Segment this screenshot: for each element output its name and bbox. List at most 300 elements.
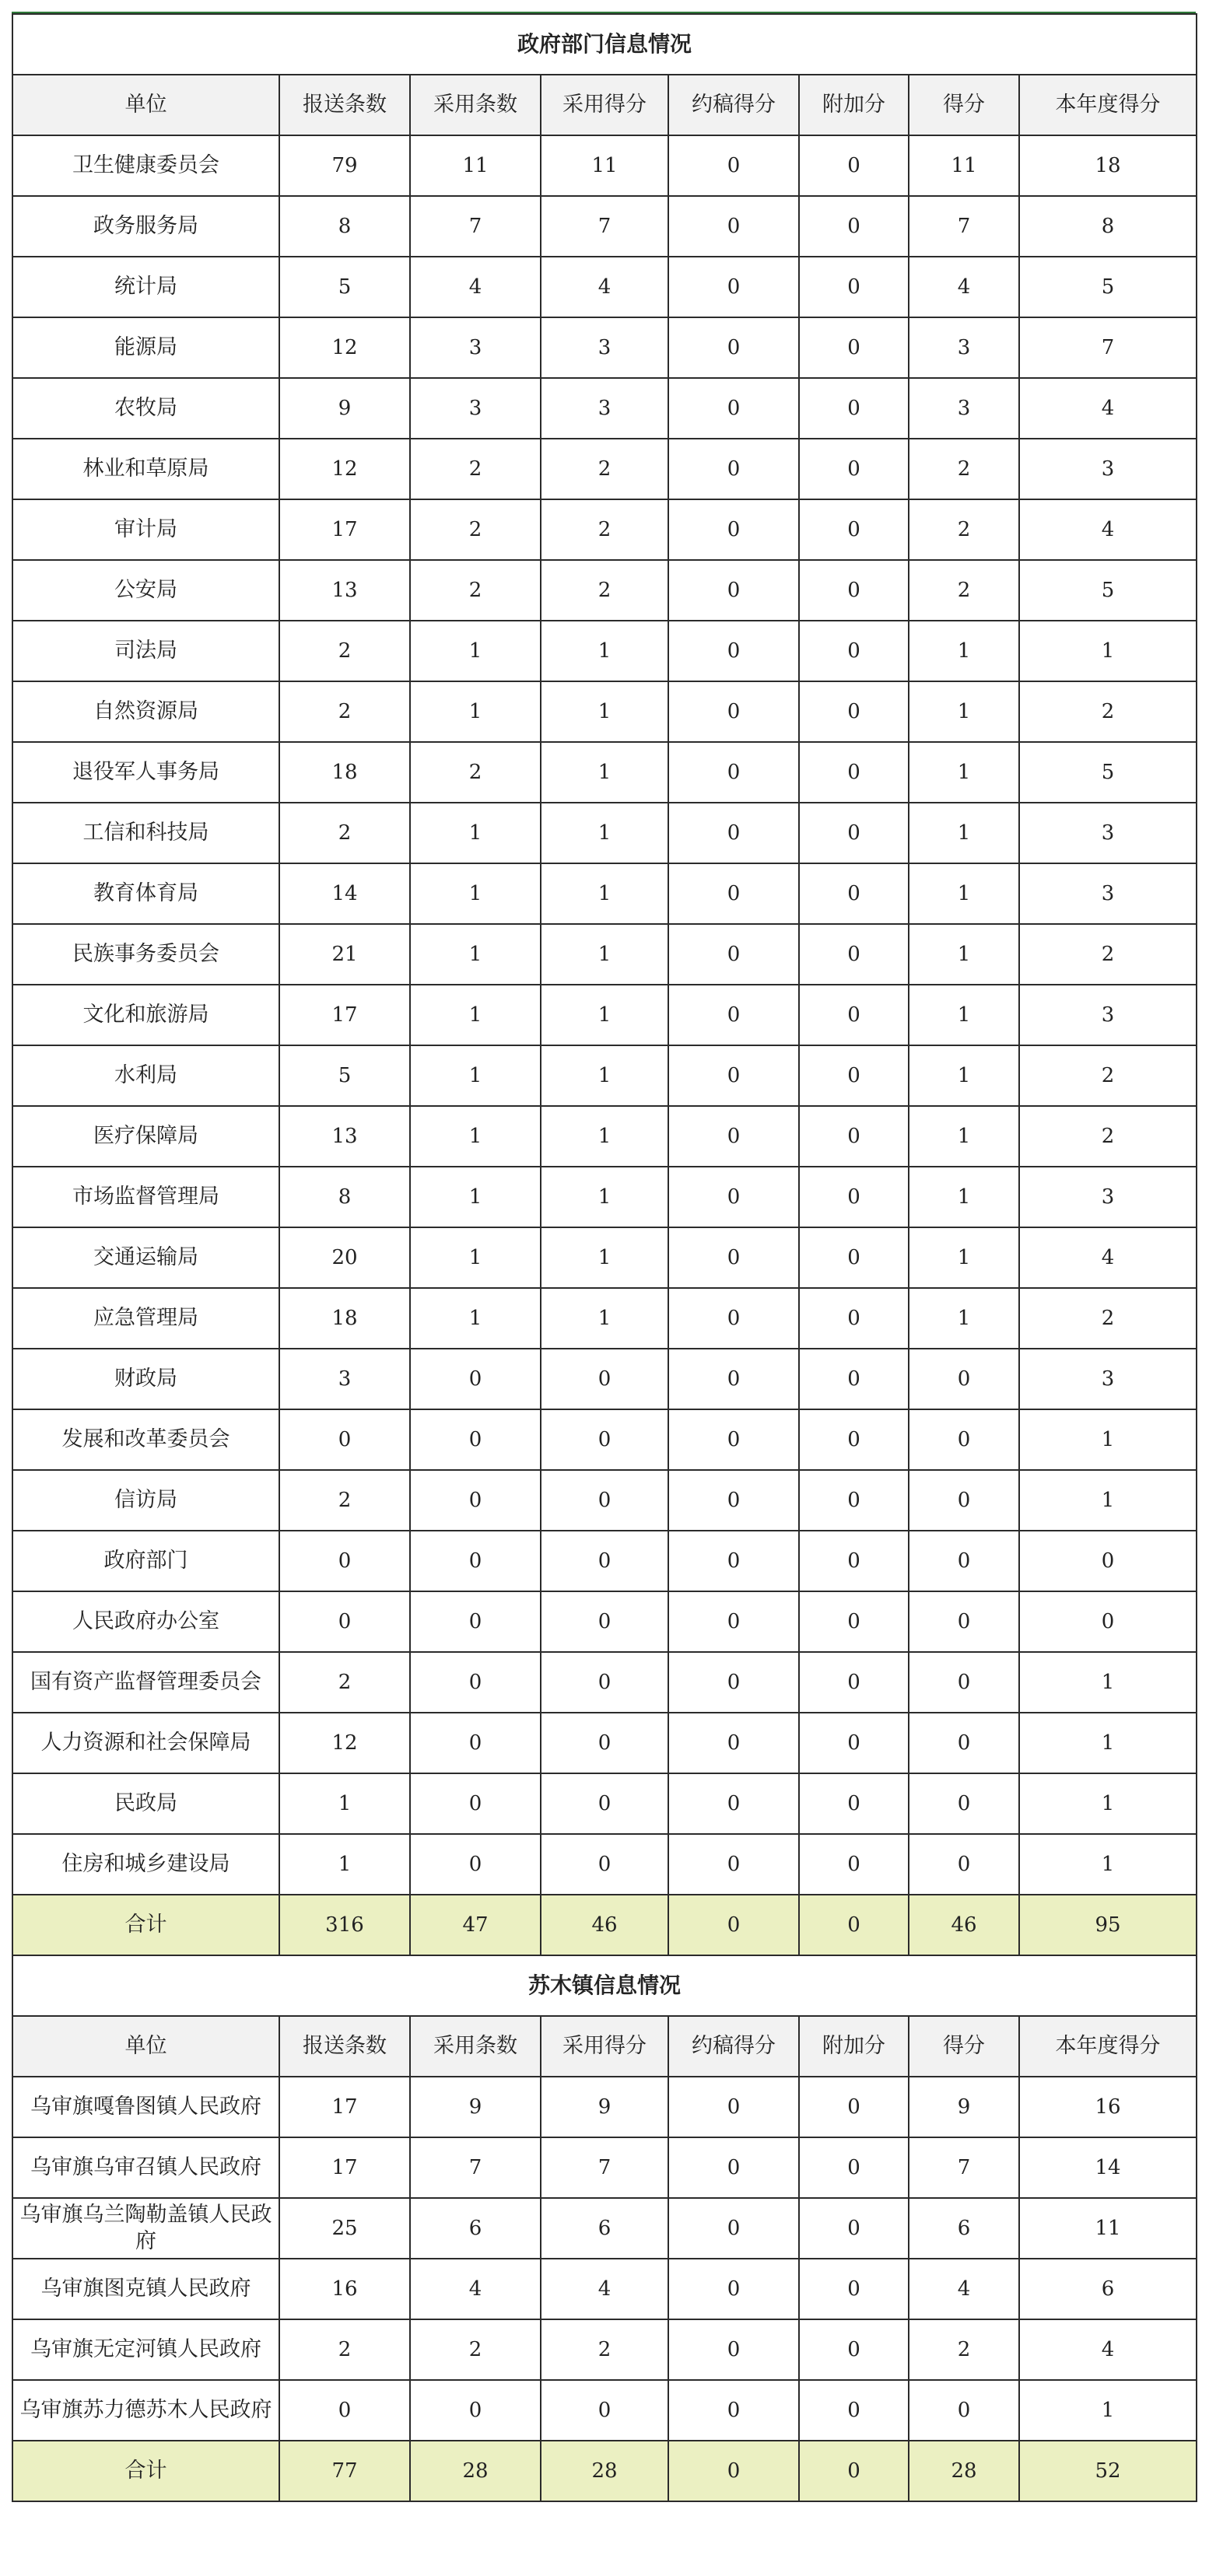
table-row — [12, 439, 1197, 499]
table-row — [12, 135, 1197, 196]
unit-name-cell: 国有资产监督管理委员会 — [12, 1652, 279, 1713]
value-cell: 0 — [668, 985, 799, 1045]
column-header: 采用条数 — [410, 2016, 541, 2077]
value-cell: 18 — [1019, 135, 1197, 196]
total-value: 77 — [279, 2441, 410, 2501]
value-cell: 0 — [668, 2319, 799, 2380]
value-cell: 8 — [1019, 196, 1197, 257]
value-cell: 1 — [410, 1167, 541, 1227]
table-row — [12, 2380, 1197, 2441]
score-table — [12, 13, 1197, 2502]
value-cell: 0 — [668, 317, 799, 378]
table-row — [12, 1409, 1197, 1470]
value-cell: 0 — [799, 1713, 909, 1773]
value-cell: 9 — [279, 378, 410, 439]
value-cell: 17 — [279, 2077, 410, 2137]
column-header: 附加分 — [799, 75, 909, 135]
value-cell: 6 — [909, 2198, 1019, 2259]
value-cell: 7 — [410, 2137, 541, 2198]
value-cell: 0 — [668, 1106, 799, 1167]
column-header: 得分 — [909, 75, 1019, 135]
section-title: 政府部门信息情况 — [12, 14, 1197, 75]
section-title: 苏木镇信息情况 — [12, 1955, 1197, 2016]
value-cell: 0 — [541, 1591, 668, 1652]
total-row — [12, 2441, 1197, 2501]
value-cell: 17 — [279, 2137, 410, 2198]
value-cell: 1 — [410, 621, 541, 681]
value-cell: 8 — [279, 196, 410, 257]
value-cell: 3 — [1019, 803, 1197, 863]
score-report — [12, 12, 1196, 2502]
total-value: 28 — [541, 2441, 668, 2501]
value-cell: 9 — [541, 2077, 668, 2137]
value-cell: 2 — [410, 2319, 541, 2380]
value-cell: 5 — [1019, 560, 1197, 621]
value-cell: 7 — [909, 2137, 1019, 2198]
value-cell: 17 — [279, 499, 410, 560]
value-cell: 1 — [410, 681, 541, 742]
value-cell: 1 — [541, 1227, 668, 1288]
value-cell: 0 — [799, 1531, 909, 1591]
unit-name-cell: 农牧局 — [12, 378, 279, 439]
value-cell: 18 — [279, 742, 410, 803]
value-cell: 0 — [799, 742, 909, 803]
value-cell: 1 — [541, 742, 668, 803]
total-label: 合计 — [12, 2441, 279, 2501]
value-cell: 0 — [668, 863, 799, 924]
value-cell: 0 — [279, 2380, 410, 2441]
value-cell: 0 — [668, 1349, 799, 1409]
unit-name-cell: 民族事务委员会 — [12, 924, 279, 985]
total-value: 0 — [668, 1895, 799, 1955]
value-cell: 0 — [799, 135, 909, 196]
value-cell: 0 — [799, 2380, 909, 2441]
value-cell: 0 — [909, 1531, 1019, 1591]
value-cell: 2 — [279, 681, 410, 742]
value-cell: 1 — [541, 1167, 668, 1227]
value-cell: 3 — [279, 1349, 410, 1409]
table-row — [12, 1045, 1197, 1106]
table-row — [12, 560, 1197, 621]
value-cell: 3 — [1019, 439, 1197, 499]
value-cell: 0 — [799, 378, 909, 439]
value-cell: 4 — [541, 2259, 668, 2319]
value-cell: 1 — [541, 621, 668, 681]
value-cell: 3 — [1019, 985, 1197, 1045]
value-cell: 7 — [909, 196, 1019, 257]
value-cell: 2 — [279, 1652, 410, 1713]
value-cell: 1 — [541, 803, 668, 863]
value-cell: 1 — [541, 1106, 668, 1167]
value-cell: 0 — [668, 257, 799, 317]
value-cell: 0 — [668, 1652, 799, 1713]
total-value: 46 — [909, 1895, 1019, 1955]
column-header: 单位 — [12, 2016, 279, 2077]
value-cell: 0 — [799, 1106, 909, 1167]
table-row — [12, 1106, 1197, 1167]
column-header: 本年度得分 — [1019, 2016, 1197, 2077]
value-cell: 0 — [668, 560, 799, 621]
value-cell: 1 — [909, 1227, 1019, 1288]
value-cell: 0 — [799, 1773, 909, 1834]
value-cell: 2 — [541, 439, 668, 499]
value-cell: 0 — [799, 499, 909, 560]
value-cell: 0 — [799, 803, 909, 863]
table-row — [12, 621, 1197, 681]
value-cell: 0 — [909, 1591, 1019, 1652]
value-cell: 2 — [541, 2319, 668, 2380]
value-cell: 0 — [799, 1167, 909, 1227]
value-cell: 1 — [1019, 1652, 1197, 1713]
value-cell: 0 — [668, 924, 799, 985]
unit-name-cell: 交通运输局 — [12, 1227, 279, 1288]
value-cell: 0 — [668, 1713, 799, 1773]
total-row — [12, 1895, 1197, 1955]
unit-name-cell: 能源局 — [12, 317, 279, 378]
table-row — [12, 1652, 1197, 1713]
value-cell: 1 — [909, 803, 1019, 863]
value-cell: 0 — [410, 1773, 541, 1834]
value-cell: 0 — [541, 1470, 668, 1531]
value-cell: 0 — [668, 378, 799, 439]
value-cell: 2 — [541, 560, 668, 621]
value-cell: 1 — [541, 985, 668, 1045]
value-cell: 0 — [410, 1531, 541, 1591]
table-row — [12, 2198, 1197, 2259]
value-cell: 0 — [668, 1531, 799, 1591]
value-cell: 1 — [541, 863, 668, 924]
value-cell: 9 — [410, 2077, 541, 2137]
value-cell: 0 — [541, 2380, 668, 2441]
value-cell: 4 — [1019, 378, 1197, 439]
value-cell: 0 — [909, 1834, 1019, 1895]
value-cell: 4 — [410, 2259, 541, 2319]
value-cell: 11 — [541, 135, 668, 196]
value-cell: 1 — [541, 1045, 668, 1106]
value-cell: 1 — [410, 803, 541, 863]
value-cell: 0 — [410, 1409, 541, 1470]
value-cell: 2 — [410, 439, 541, 499]
value-cell: 0 — [541, 1713, 668, 1773]
value-cell: 13 — [279, 1106, 410, 1167]
value-cell: 1 — [1019, 2380, 1197, 2441]
value-cell: 6 — [410, 2198, 541, 2259]
value-cell: 0 — [909, 2380, 1019, 2441]
value-cell: 1 — [410, 924, 541, 985]
value-cell: 1 — [541, 1288, 668, 1349]
value-cell: 0 — [668, 2198, 799, 2259]
value-cell: 2 — [909, 560, 1019, 621]
value-cell: 7 — [541, 2137, 668, 2198]
value-cell: 7 — [410, 196, 541, 257]
unit-name-cell: 审计局 — [12, 499, 279, 560]
value-cell: 1 — [279, 1773, 410, 1834]
value-cell: 1 — [909, 742, 1019, 803]
column-header: 得分 — [909, 2016, 1019, 2077]
value-cell: 0 — [799, 257, 909, 317]
value-cell: 1 — [909, 863, 1019, 924]
value-cell: 6 — [1019, 2259, 1197, 2319]
value-cell: 0 — [541, 1349, 668, 1409]
total-value: 46 — [541, 1895, 668, 1955]
value-cell: 0 — [668, 439, 799, 499]
value-cell: 12 — [279, 439, 410, 499]
table-body — [12, 14, 1197, 2501]
value-cell: 0 — [799, 560, 909, 621]
value-cell: 0 — [410, 1652, 541, 1713]
value-cell: 0 — [668, 2077, 799, 2137]
unit-name-cell: 文化和旅游局 — [12, 985, 279, 1045]
table-row — [12, 196, 1197, 257]
value-cell: 1 — [410, 1227, 541, 1288]
value-cell: 0 — [799, 1349, 909, 1409]
value-cell: 0 — [799, 1834, 909, 1895]
value-cell: 0 — [909, 1349, 1019, 1409]
value-cell: 7 — [541, 196, 668, 257]
total-label: 合计 — [12, 1895, 279, 1955]
value-cell: 2 — [279, 621, 410, 681]
value-cell: 1 — [909, 681, 1019, 742]
unit-name-cell: 应急管理局 — [12, 1288, 279, 1349]
value-cell: 1 — [1019, 1773, 1197, 1834]
value-cell: 1 — [909, 1106, 1019, 1167]
value-cell: 0 — [668, 803, 799, 863]
value-cell: 4 — [909, 257, 1019, 317]
value-cell: 0 — [909, 1713, 1019, 1773]
table-row — [12, 742, 1197, 803]
value-cell: 3 — [410, 378, 541, 439]
value-cell: 0 — [668, 1773, 799, 1834]
value-cell: 5 — [1019, 742, 1197, 803]
value-cell: 3 — [909, 317, 1019, 378]
unit-name-cell: 发展和改革委员会 — [12, 1409, 279, 1470]
value-cell: 0 — [279, 1591, 410, 1652]
value-cell: 20 — [279, 1227, 410, 1288]
value-cell: 14 — [1019, 2137, 1197, 2198]
unit-name-cell: 乌审旗苏力德苏木人民政府 — [12, 2380, 279, 2441]
value-cell: 1 — [1019, 1409, 1197, 1470]
table-row — [12, 1288, 1197, 1349]
value-cell: 0 — [799, 2198, 909, 2259]
value-cell: 16 — [1019, 2077, 1197, 2137]
value-cell: 1 — [909, 985, 1019, 1045]
value-cell: 4 — [909, 2259, 1019, 2319]
value-cell: 0 — [909, 1652, 1019, 1713]
value-cell: 0 — [799, 621, 909, 681]
value-cell: 0 — [668, 1167, 799, 1227]
value-cell: 0 — [799, 1652, 909, 1713]
value-cell: 0 — [668, 681, 799, 742]
value-cell: 16 — [279, 2259, 410, 2319]
unit-name-cell: 退役军人事务局 — [12, 742, 279, 803]
value-cell: 0 — [410, 1349, 541, 1409]
value-cell: 1 — [1019, 1834, 1197, 1895]
value-cell: 0 — [909, 1409, 1019, 1470]
value-cell: 7 — [1019, 317, 1197, 378]
value-cell: 4 — [410, 257, 541, 317]
column-header: 报送条数 — [279, 75, 410, 135]
value-cell: 0 — [1019, 1591, 1197, 1652]
value-cell: 1 — [410, 1288, 541, 1349]
value-cell: 2 — [909, 439, 1019, 499]
value-cell: 0 — [799, 2137, 909, 2198]
value-cell: 1 — [410, 1106, 541, 1167]
column-header: 采用得分 — [541, 75, 668, 135]
value-cell: 2 — [279, 1470, 410, 1531]
column-header: 单位 — [12, 75, 279, 135]
value-cell: 1 — [410, 863, 541, 924]
table-row — [12, 2137, 1197, 2198]
table-row — [12, 863, 1197, 924]
value-cell: 11 — [1019, 2198, 1197, 2259]
table-row — [12, 257, 1197, 317]
table-row — [12, 2259, 1197, 2319]
table-row — [12, 1834, 1197, 1895]
total-value: 316 — [279, 1895, 410, 1955]
value-cell: 0 — [799, 2319, 909, 2380]
value-cell: 0 — [799, 1470, 909, 1531]
value-cell: 0 — [668, 1227, 799, 1288]
value-cell: 0 — [799, 1045, 909, 1106]
column-header: 采用条数 — [410, 75, 541, 135]
unit-name-cell: 水利局 — [12, 1045, 279, 1106]
value-cell: 6 — [541, 2198, 668, 2259]
value-cell: 2 — [279, 2319, 410, 2380]
value-cell: 2 — [410, 742, 541, 803]
value-cell: 1 — [279, 1834, 410, 1895]
value-cell: 0 — [668, 135, 799, 196]
value-cell: 9 — [909, 2077, 1019, 2137]
value-cell: 0 — [541, 1773, 668, 1834]
value-cell: 3 — [541, 378, 668, 439]
value-cell: 4 — [1019, 1227, 1197, 1288]
unit-name-cell: 人力资源和社会保障局 — [12, 1713, 279, 1773]
table-row — [12, 985, 1197, 1045]
unit-name-cell: 教育体育局 — [12, 863, 279, 924]
table-row — [12, 1773, 1197, 1834]
value-cell: 0 — [668, 196, 799, 257]
table-row — [12, 2319, 1197, 2380]
table-row — [12, 1167, 1197, 1227]
value-cell: 79 — [279, 135, 410, 196]
value-cell: 0 — [668, 499, 799, 560]
value-cell: 18 — [279, 1288, 410, 1349]
value-cell: 0 — [799, 681, 909, 742]
value-cell: 0 — [541, 1531, 668, 1591]
value-cell: 5 — [1019, 257, 1197, 317]
value-cell: 5 — [279, 257, 410, 317]
total-value: 0 — [799, 1895, 909, 1955]
value-cell: 3 — [1019, 863, 1197, 924]
value-cell: 1 — [541, 681, 668, 742]
column-header: 本年度得分 — [1019, 75, 1197, 135]
unit-name-cell: 财政局 — [12, 1349, 279, 1409]
value-cell: 5 — [279, 1045, 410, 1106]
value-cell: 0 — [279, 1409, 410, 1470]
unit-name-cell: 人民政府办公室 — [12, 1591, 279, 1652]
value-cell: 13 — [279, 560, 410, 621]
value-cell: 0 — [909, 1773, 1019, 1834]
value-cell: 0 — [668, 621, 799, 681]
value-cell: 0 — [799, 1591, 909, 1652]
value-cell: 2 — [541, 499, 668, 560]
value-cell: 0 — [410, 1713, 541, 1773]
header-row — [12, 75, 1197, 135]
total-value: 0 — [799, 2441, 909, 2501]
total-value: 52 — [1019, 2441, 1197, 2501]
value-cell: 0 — [799, 196, 909, 257]
value-cell: 0 — [410, 1834, 541, 1895]
value-cell: 0 — [799, 1288, 909, 1349]
table-row — [12, 1349, 1197, 1409]
table-row — [12, 1713, 1197, 1773]
table-row — [12, 499, 1197, 560]
unit-name-cell: 卫生健康委员会 — [12, 135, 279, 196]
value-cell: 0 — [1019, 1531, 1197, 1591]
value-cell: 0 — [668, 1288, 799, 1349]
value-cell: 21 — [279, 924, 410, 985]
value-cell: 0 — [799, 439, 909, 499]
value-cell: 0 — [668, 2259, 799, 2319]
value-cell: 25 — [279, 2198, 410, 2259]
value-cell: 3 — [410, 317, 541, 378]
value-cell: 0 — [668, 2380, 799, 2441]
unit-name-cell: 公安局 — [12, 560, 279, 621]
value-cell: 2 — [279, 803, 410, 863]
value-cell: 0 — [909, 1470, 1019, 1531]
value-cell: 1 — [909, 924, 1019, 985]
value-cell: 0 — [668, 1470, 799, 1531]
table-row — [12, 1531, 1197, 1591]
value-cell: 0 — [799, 985, 909, 1045]
table-row — [12, 681, 1197, 742]
value-cell: 0 — [799, 2259, 909, 2319]
table-row — [12, 1470, 1197, 1531]
value-cell: 3 — [1019, 1349, 1197, 1409]
value-cell: 2 — [1019, 681, 1197, 742]
unit-name-cell: 民政局 — [12, 1773, 279, 1834]
value-cell: 0 — [799, 317, 909, 378]
unit-name-cell: 乌审旗乌兰陶勒盖镇人民政府 — [12, 2198, 279, 2259]
value-cell: 1 — [1019, 621, 1197, 681]
value-cell: 12 — [279, 1713, 410, 1773]
unit-name-cell: 乌审旗嘎鲁图镇人民政府 — [12, 2077, 279, 2137]
total-value: 0 — [668, 2441, 799, 2501]
value-cell: 0 — [799, 2077, 909, 2137]
value-cell: 0 — [799, 1227, 909, 1288]
section-title-row — [12, 14, 1197, 75]
value-cell: 2 — [1019, 1288, 1197, 1349]
unit-name-cell: 乌审旗乌审召镇人民政府 — [12, 2137, 279, 2198]
value-cell: 4 — [1019, 2319, 1197, 2380]
header-row — [12, 2016, 1197, 2077]
total-value: 95 — [1019, 1895, 1197, 1955]
unit-name-cell: 市场监督管理局 — [12, 1167, 279, 1227]
value-cell: 0 — [668, 1834, 799, 1895]
table-row — [12, 378, 1197, 439]
value-cell: 17 — [279, 985, 410, 1045]
value-cell: 2 — [909, 2319, 1019, 2380]
value-cell: 0 — [668, 1409, 799, 1470]
value-cell: 2 — [410, 560, 541, 621]
value-cell: 1 — [909, 1045, 1019, 1106]
value-cell: 0 — [799, 1409, 909, 1470]
value-cell: 14 — [279, 863, 410, 924]
total-value: 47 — [410, 1895, 541, 1955]
value-cell: 0 — [410, 1470, 541, 1531]
column-header: 约稿得分 — [668, 2016, 799, 2077]
value-cell: 0 — [279, 1531, 410, 1591]
